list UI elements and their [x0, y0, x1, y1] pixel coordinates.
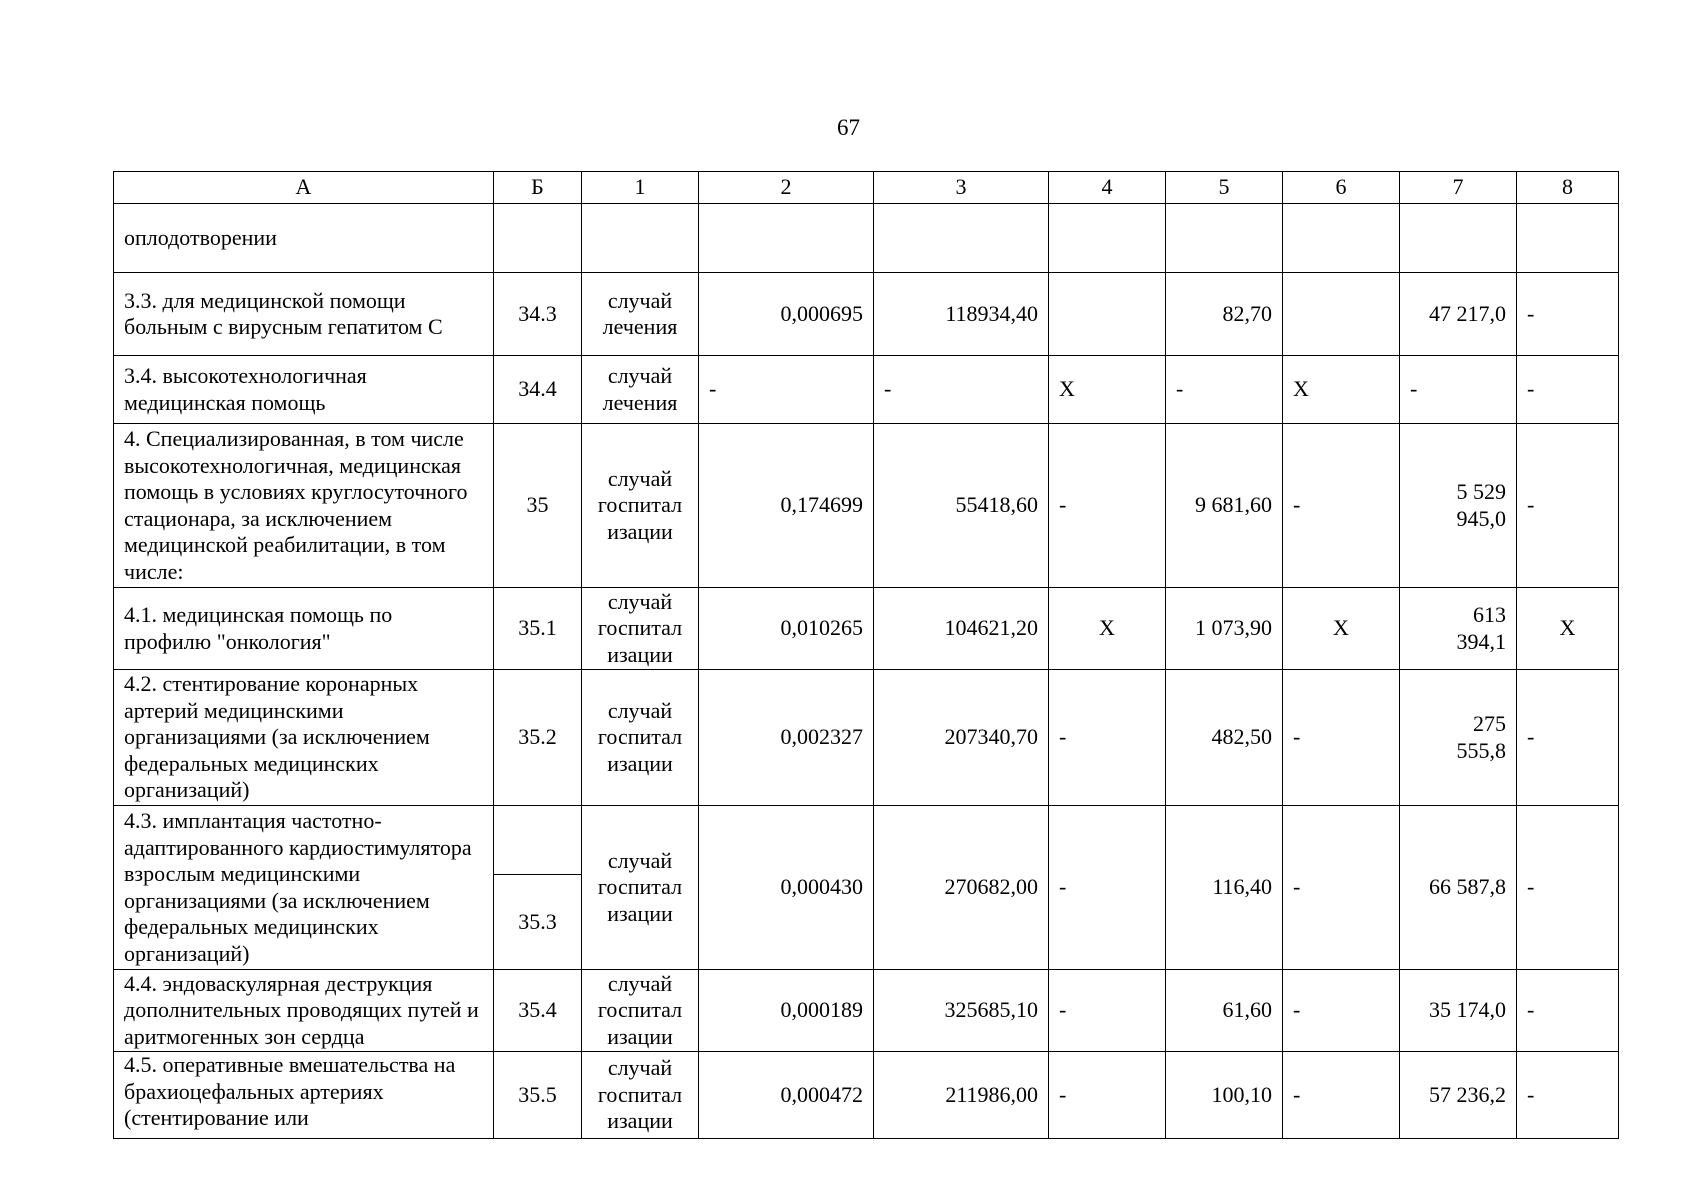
row-code: 35 [494, 424, 582, 588]
row-description: 3.4. высокотехнологичная медицинская помощь [114, 356, 494, 424]
row-col-3: 270682,00 [874, 806, 1049, 970]
row-col-8: X [1517, 588, 1619, 670]
row-description: 4. Специализированная, в том числе высокотехнологичная, медицинская помощь в условиях круглосуточного стационара, за исключением медицинской реабилитации, в том числе: [114, 424, 494, 588]
row-col-4: - [1049, 806, 1166, 970]
row-col-7: - [1400, 356, 1517, 424]
row-unit: случай госпитал изации [582, 670, 699, 806]
row-unit: случай госпитал изации [582, 806, 699, 970]
row-col-6: X [1283, 588, 1400, 670]
row-col-2 [699, 204, 874, 273]
row-col-2: 0,174699 [699, 424, 874, 588]
table-row [114, 1052, 1619, 1139]
row-col-7: 5 529 945,0 [1400, 424, 1517, 588]
row-col-3: - [874, 356, 1049, 424]
row-col-7: 35 174,0 [1400, 970, 1517, 1052]
row-unit: случай госпитал изации [582, 424, 699, 588]
row-col-7 [1400, 204, 1517, 273]
row-code-cell [494, 806, 582, 970]
row-description: 3.3. для медицинской помощи больным с вирусным гепатитом С [114, 273, 494, 356]
row-col-8: - [1517, 356, 1619, 424]
row-col-3: 207340,70 [874, 670, 1049, 806]
row-col-6: - [1283, 970, 1400, 1052]
table-row [114, 356, 1619, 424]
header-cell: 8 [1517, 172, 1619, 204]
row-unit: случай лечения [582, 356, 699, 424]
row-code: 35.1 [494, 588, 582, 670]
row-col-8: - [1517, 424, 1619, 588]
row-col-4: - [1049, 970, 1166, 1052]
header-cell: Б [494, 172, 582, 204]
row-col-8: - [1517, 806, 1619, 970]
row-code: 35.4 [494, 970, 582, 1052]
row-code: 34.4 [494, 356, 582, 424]
header-cell: 7 [1400, 172, 1517, 204]
row-col-7: 66 587,8 [1400, 806, 1517, 970]
row-col-5: 116,40 [1166, 806, 1283, 970]
row-col-2: 0,010265 [699, 588, 874, 670]
row-col-6: - [1283, 1052, 1400, 1139]
row-col-4: X [1049, 356, 1166, 424]
row-code: 35.2 [494, 670, 582, 806]
row-unit: случай лечения [582, 273, 699, 356]
row-unit [582, 204, 699, 273]
row-col-4 [1049, 273, 1166, 356]
row-col-6 [1283, 204, 1400, 273]
row-col-3: 118934,40 [874, 273, 1049, 356]
row-col-5: 1 073,90 [1166, 588, 1283, 670]
row-col-6 [1283, 273, 1400, 356]
row-col-4: X [1049, 588, 1166, 670]
row-col-5: - [1166, 356, 1283, 424]
row-code: 35.3 [494, 874, 581, 969]
row-col-8: - [1517, 670, 1619, 806]
row-description: 4.3. имплантация частотно-адаптированного кардиостимулятора взрослым медицинскими организациями (за исключением федеральных медицинских организаций) [114, 806, 494, 970]
table-row [114, 970, 1619, 1052]
header-cell: 3 [874, 172, 1049, 204]
row-col-2: 0,000189 [699, 970, 874, 1052]
row-description: 4.4. эндоваскулярная деструкция дополнительных проводящих путей и аритмогенных зон сердца [114, 970, 494, 1052]
row-col-5: 9 681,60 [1166, 424, 1283, 588]
row-col-2: - [699, 356, 874, 424]
row-col-2: 0,000695 [699, 273, 874, 356]
row-col-6: - [1283, 424, 1400, 588]
table-row [114, 424, 1619, 588]
header-cell: А [114, 172, 494, 204]
row-col-7: 57 236,2 [1400, 1052, 1517, 1139]
row-description: 4.5. оперативные вмешательства на брахиоцефальных артериях (стентирование или [114, 1052, 494, 1139]
row-col-5: 82,70 [1166, 273, 1283, 356]
table-header-row [114, 172, 1619, 204]
header-cell: 2 [699, 172, 874, 204]
row-col-4: - [1049, 1052, 1166, 1139]
row-description: 4.1. медицинская помощь по профилю "онкология" [114, 588, 494, 670]
row-code: 34.3 [494, 273, 582, 356]
header-cell: 5 [1166, 172, 1283, 204]
row-col-5: 61,60 [1166, 970, 1283, 1052]
row-unit: случай госпитал изации [582, 588, 699, 670]
row-col-7: 47 217,0 [1400, 273, 1517, 356]
row-col-3 [874, 204, 1049, 273]
row-unit: случай госпитал изации [582, 970, 699, 1052]
row-col-8: - [1517, 970, 1619, 1052]
row-col-8: - [1517, 1052, 1619, 1139]
row-col-4: - [1049, 424, 1166, 588]
row-unit: случай госпитал изации [582, 1052, 699, 1139]
row-code [494, 204, 582, 273]
row-code: 35.5 [494, 1052, 582, 1139]
row-col-6: - [1283, 670, 1400, 806]
row-col-6: - [1283, 806, 1400, 970]
row-col-5: 100,10 [1166, 1052, 1283, 1139]
row-col-3: 104621,20 [874, 588, 1049, 670]
row-col-7: 613 394,1 [1400, 588, 1517, 670]
table-row [114, 806, 1619, 970]
row-col-8: - [1517, 273, 1619, 356]
row-col-2: 0,000472 [699, 1052, 874, 1139]
table-row [114, 588, 1619, 670]
header-cell: 1 [582, 172, 699, 204]
row-description: 4.2. стентирование коронарных артерий медицинскими организациями (за исключением федеральных медицинских организаций) [114, 670, 494, 806]
row-col-3: 211986,00 [874, 1052, 1049, 1139]
header-cell: 6 [1283, 172, 1400, 204]
row-col-6: X [1283, 356, 1400, 424]
row-col-7: 275 555,8 [1400, 670, 1517, 806]
row-col-3: 325685,10 [874, 970, 1049, 1052]
page-number: 67 [837, 115, 860, 140]
row-col-2: 0,002327 [699, 670, 874, 806]
header-cell: 4 [1049, 172, 1166, 204]
table-row [114, 670, 1619, 806]
medical-care-table [113, 171, 1619, 1139]
row-col-4: - [1049, 670, 1166, 806]
row-col-5 [1166, 204, 1283, 273]
row-col-5: 482,50 [1166, 670, 1283, 806]
table-row [114, 273, 1619, 356]
row-description: оплодотворении [114, 204, 494, 273]
table-row [114, 204, 1619, 273]
row-col-2: 0,000430 [699, 806, 874, 970]
row-col-8 [1517, 204, 1619, 273]
row-col-4 [1049, 204, 1166, 273]
row-col-3: 55418,60 [874, 424, 1049, 588]
